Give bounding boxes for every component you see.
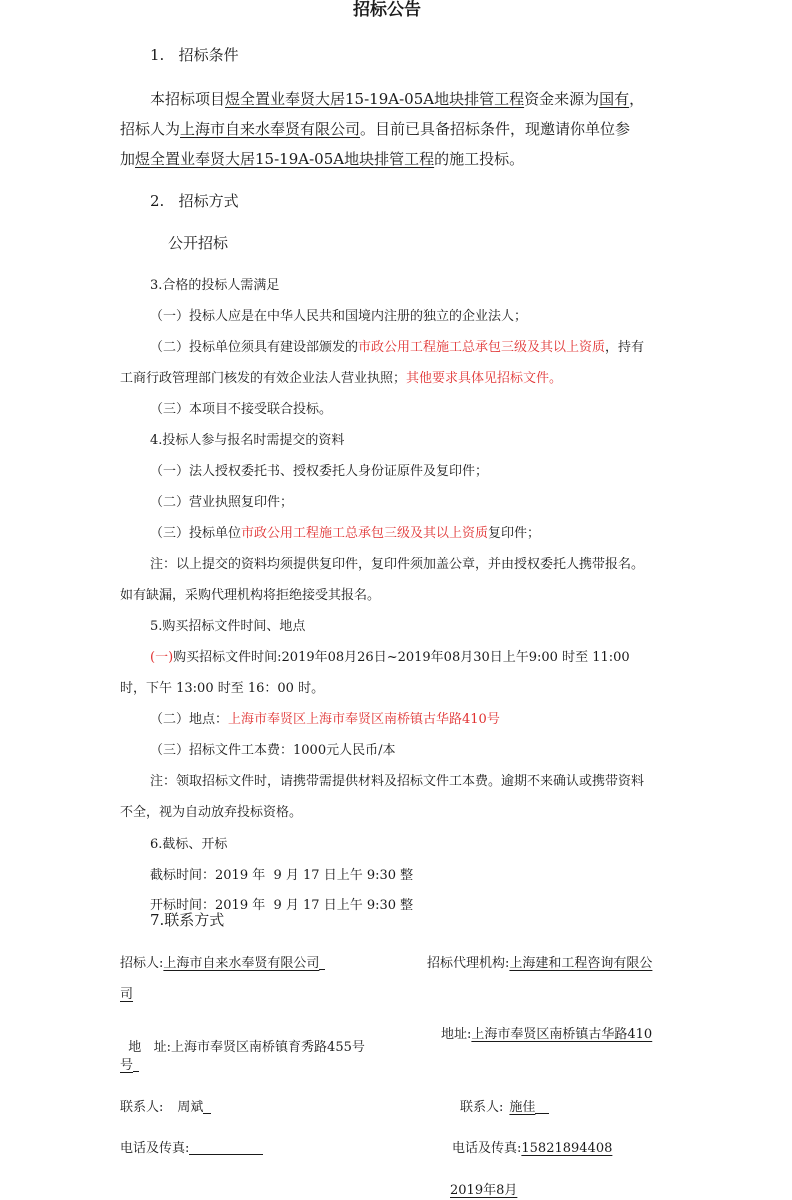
s5-item-1	[150, 651, 630, 664]
s4-item-2: （二）营业执照复印件；	[150, 495, 294, 510]
phone-blank	[189, 1142, 263, 1155]
s1-text: 。目前已具备招标条件，现邀请你单位参	[360, 120, 631, 138]
s3-item-2	[150, 341, 644, 354]
agency-value: 上海建和工程咨询有限公	[509, 956, 653, 971]
s1-paragraph-line-1	[150, 92, 644, 107]
s1-text: 本招标项目	[150, 90, 226, 108]
agency-contact-value: 施佳	[509, 1100, 536, 1115]
section-6-heading: 6.截标、开标	[150, 837, 228, 852]
purchase-location: 上海市奉贤区上海市奉贤区南桥镇古华路410号	[228, 712, 500, 727]
section-1-heading: 1. 招标条件	[150, 46, 239, 64]
bid-opening: 开标时间：2019 年 9 月 17 日上午 9:30 整	[150, 898, 414, 913]
agency-contact-person	[460, 1101, 549, 1114]
agency-label: 招标代理机构:	[427, 956, 510, 971]
agency-address-label: 地址:	[441, 1027, 472, 1042]
s5-item-1-cont: 时，下午 13:00 时至 16：00 时。	[120, 681, 325, 696]
s4-text: 复印件；	[488, 526, 541, 541]
agency-contact-label: 联系人:	[460, 1100, 504, 1115]
s3-text: ，持有	[605, 340, 645, 355]
agency-address	[441, 1028, 652, 1041]
s4-text: （三）投标单位	[150, 526, 242, 541]
s4-item-1: （一）法人授权委托书、授权委托人身份证原件及复印件；	[150, 464, 489, 479]
section-3-heading: 3.合格的投标人需满足	[150, 278, 280, 293]
underline-blank	[535, 1113, 549, 1114]
tenderer-address	[120, 1028, 365, 1054]
tenderer-contact	[120, 957, 325, 970]
s5-item-1-marker: (一)	[150, 650, 174, 665]
contact-label: 联系人:	[120, 1100, 164, 1115]
s4-note-line-1: 注：以上提交的资料均须提供复印件，复印件须加盖公章，并由授权委托人携带报名。	[150, 557, 645, 572]
section-7-heading: 7.联系方式	[150, 911, 225, 929]
announcement-date-text: 2019年8月	[450, 1183, 518, 1198]
agency-phone-label: 电话及传真:	[452, 1141, 522, 1156]
section-4-heading: 4.投标人参与报名时需提交的资料	[150, 433, 345, 448]
other-requirements: 其他要求具体见招标文件。	[406, 371, 563, 386]
underline-blank	[133, 1071, 139, 1072]
s5-item-2	[150, 713, 500, 726]
page-title: 招标公告	[353, 0, 421, 20]
agency-phone	[452, 1142, 612, 1155]
s1-paragraph-line-2	[120, 122, 630, 137]
underline-blank	[203, 1113, 211, 1114]
s3-item-3: （三）本项目不接受联合投标。	[150, 402, 333, 417]
s3-item-2-cont	[120, 372, 562, 385]
tenderer-contact-person	[120, 1101, 211, 1114]
agency-contact	[427, 957, 652, 970]
s3-text: 工商行政管理部门核发的有效企业法人营业执照；	[120, 371, 407, 386]
agency-phone-value: 15821894408	[521, 1141, 613, 1156]
qualification-requirement: 市政公用工程施工总承包三级及其以上资质	[358, 340, 606, 355]
agency-address-wrap	[120, 1059, 139, 1072]
phone-label: 电话及传真:	[120, 1141, 190, 1156]
s1-paragraph-line-3	[120, 152, 524, 167]
tenderer-value: 上海市自来水奉贤有限公司	[163, 956, 320, 971]
qualification-requirement: 市政公用工程施工总承包三级及其以上资质	[241, 526, 489, 541]
project-name-repeat: 煜全置业奉贤大居15-19A-05A地块排管工程	[135, 150, 435, 168]
s1-text: ，	[629, 90, 645, 108]
address-label: 地 址:	[128, 1040, 172, 1055]
s3-text: （二）投标单位须具有建设部颁发的	[150, 340, 359, 355]
s4-item-3	[150, 527, 540, 540]
address-value: 上海市奉贤区南桥镇育秀路455号	[171, 1040, 365, 1055]
s5-note-line-2: 不全，视为自动放弃投标资格。	[120, 805, 303, 820]
tender-method: 公开招标	[168, 234, 229, 252]
s1-text: 资金来源为	[524, 90, 600, 108]
project-name: 煜全置业奉贤大居15-19A-05A地块排管工程	[225, 90, 525, 108]
agency-address-wrap-text: 号	[120, 1058, 134, 1073]
section-2-heading: 2. 招标方式	[150, 192, 239, 210]
tenderer-phone	[120, 1142, 263, 1155]
s5-text: （二）地点：	[150, 712, 229, 727]
announcement-date	[450, 1184, 517, 1197]
bid-deadline: 截标时间：2019 年 9 月 17 日上午 9:30 整	[150, 868, 414, 883]
purchase-time: 购买招标文件时间:2019年08月26日~2019年08月30日上午9:00 时至 11:00	[173, 650, 630, 665]
s1-text: 加	[120, 150, 136, 168]
underline-blank	[319, 969, 325, 970]
agency-address-value: 上海市奉贤区南桥镇古华路410	[471, 1027, 653, 1042]
agency-value-wrap: 司	[120, 987, 134, 1002]
tenderer-label: 招标人:	[120, 956, 164, 971]
section-5-heading: 5.购买招标文件时间、地点	[150, 619, 306, 634]
s3-item-1: （一）投标人应是在中华人民共和国境内注册的独立的企业法人；	[150, 309, 528, 324]
fund-source: 国有	[599, 90, 630, 108]
s5-note-line-1: 注：领取招标文件时，请携带需提供材料及招标文件工本费。逾期不来确认或携带资料	[150, 774, 645, 789]
s4-note-line-2: 如有缺漏，采购代理机构将拒绝接受其报名。	[120, 588, 381, 603]
s1-text: 招标人为	[120, 120, 181, 138]
s5-item-3: （三）招标文件工本费：1000元人民币/本	[150, 743, 396, 758]
contact-value: 周斌	[177, 1100, 204, 1115]
tenderer-name: 上海市自来水奉贤有限公司	[180, 120, 361, 138]
s1-text: 的施工投标。	[434, 150, 525, 168]
